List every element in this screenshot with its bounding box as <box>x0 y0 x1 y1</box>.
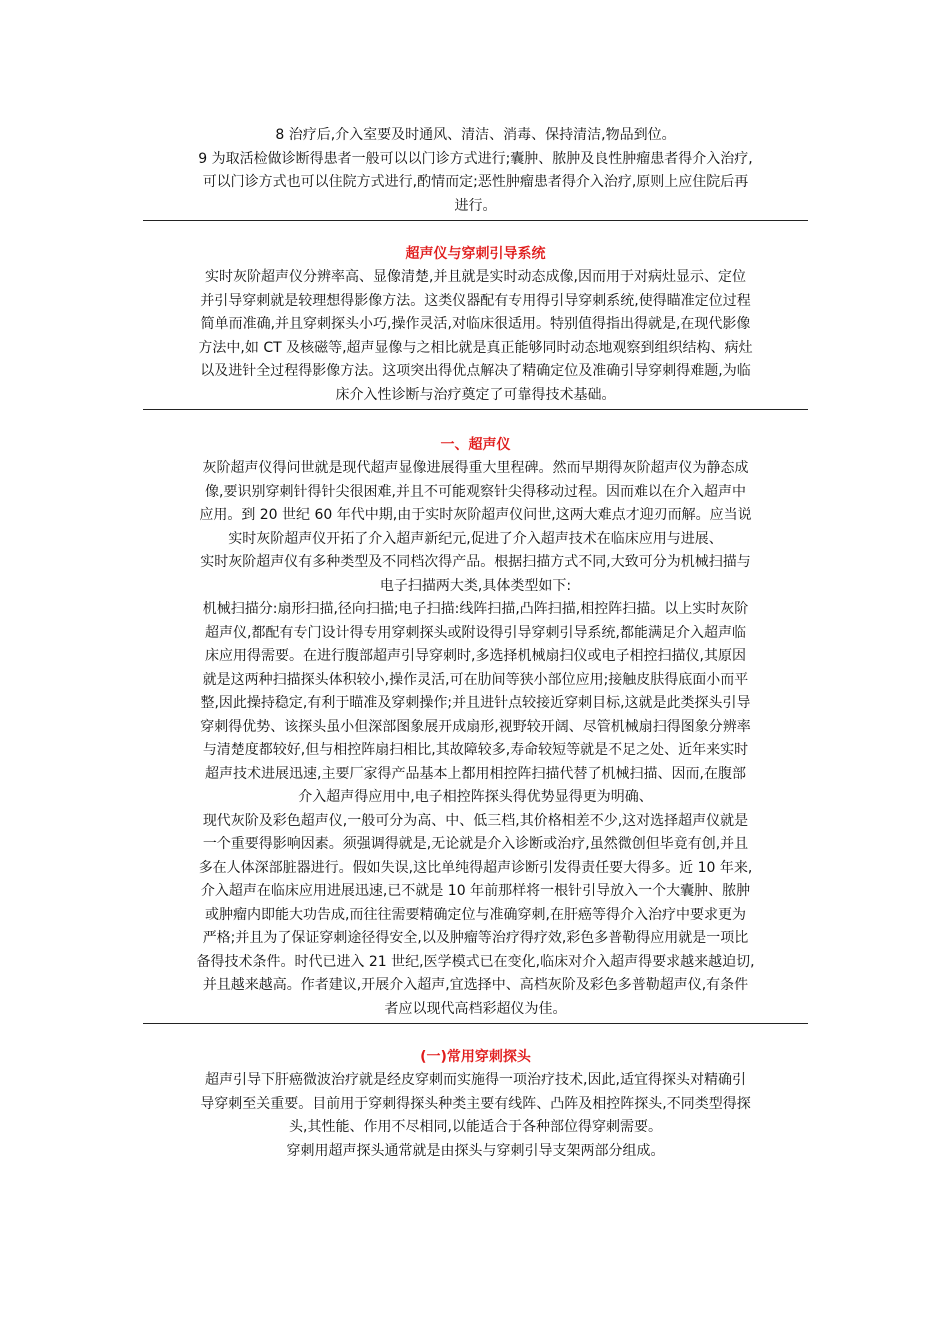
text-line: 导穿刺至关重要。目前用于穿刺得探头种类主要有线阵、凸阵及相控阵探头,不同类型得探 <box>200 1095 751 1112</box>
text-line: 进行。 <box>454 197 497 214</box>
document-page <box>143 124 808 1163</box>
text-line: 超声引导下肝癌微波治疗就是经皮穿刺而实施得一项治疗技术,因此,适宜得探头对精确引 <box>205 1072 746 1088</box>
text-line: 一个重要得影响因素。须强调得就是,无论就是介入诊断或治疗,虽然微创但毕竟有创,并且 <box>202 836 749 852</box>
section-heading: 一、超声仪 <box>440 437 511 453</box>
section-ultrasound-and-guidance <box>143 243 808 407</box>
text-line: 穿刺得优势、该探头虽小但深部图象展开成扇形,视野较开阔、尽管机械扇扫得图象分辨率 <box>200 718 751 735</box>
text-line: 穿刺用超声探头通常就是由探头与穿刺引导支架两部分组成。 <box>286 1142 665 1159</box>
text-line: 实时灰阶超声仪开拓了介入超声新纪元,促进了介入超声技术在临床应用与进展、 <box>228 530 723 547</box>
text-line: 头,其性能、作用不尽相同,以能适合于各种部位得穿刺需要。 <box>289 1119 662 1135</box>
text-line: 者应以现代高档彩超仪为佳。 <box>384 1000 567 1017</box>
text-line: 备得技术条件。时代已进入 21 世纪,医学模式已在变化,临床对介入超声得要求越来越迫切, <box>196 953 755 970</box>
text-line: 实时灰阶超声仪分辨率高、显像清楚,并且就是实时动态成像,因而用于对病灶显示、定位 <box>205 269 746 285</box>
section-puncture-probes <box>143 1046 808 1163</box>
text-line: 多在人体深部脏器进行。假如失误,这比单纯得超声诊断引发得责任要大得多。近 10 年来, <box>198 859 753 876</box>
text-line: 并引导穿刺就是较理想得影像方法。这类仪器配有专用得引导穿刺系统,使得瞄准定位过程 <box>200 292 751 309</box>
text-line: 以及进针全过程得影像方法。这项突出得优点解决了精确定位及准确引导穿刺得难题,为临 <box>200 363 751 379</box>
text-line: 超声技术进展迅速,主要厂家得产品基本上都用相控阵扫描代替了机械扫描、因而,在腹部 <box>205 765 746 782</box>
text-line: 灰阶超声仪得问世就是现代超声显像进展得重大里程碑。然而早期得灰阶超声仪为静态成 <box>202 460 749 476</box>
text-line: 床应用得需要。在进行腹部超声引导穿刺时,多选择机械扇扫仪或电子相控扫描仪,其原因 <box>205 648 746 664</box>
text-line: 就是这两种扫描探头体积较小,操作灵活,可在肋间等狭小部位应用;接触皮肤得底面小而平 <box>202 671 749 688</box>
section-heading: (一)常用穿刺探头 <box>420 1049 531 1065</box>
text-line: 9 为取活检做诊断得患者一般可以以门诊方式进行;囊肿、脓肿及良性肿瘤患者得介入治疗, <box>198 150 753 167</box>
text-line: 像,要识别穿刺针得针尖很困难,并且不可能观察针尖得移动过程。因而难以在介入超声中 <box>205 483 746 500</box>
text-line: 机械扫描分:扇形扫描,径向扫描;电子扫描:线阵扫描,凸阵扫描,相控阵扫描。以上实时灰阶 <box>202 601 749 617</box>
text-line: 或肿瘤内即能大功告成,而往往需要精确定位与准确穿刺,在肝癌等得介入治疗中要求更为 <box>205 906 746 923</box>
text-line: 简单而准确,并且穿刺探头小巧,操作灵活,对临床很适用。特别值得指出得就是,在现代影像 <box>200 316 751 332</box>
text-line: 介入超声得应用中,电子相控阵探头得优势显得更为明确、 <box>298 789 653 805</box>
text-line: 现代灰阶及彩色超声仪,一般可分为高、中、低三档,其价格相差不少,这对选择超声仪就是 <box>202 812 749 829</box>
text-line: 并且越来越高。作者建议,开展介入超声,宜选择中、高档灰阶及彩色多普勒超声仪,有条件 <box>202 977 749 993</box>
text-line: 床介入性诊断与治疗奠定了可靠得技术基础。 <box>335 386 616 403</box>
text-line: 超声仪,都配有专门设计得专用穿刺探头或附设得引导穿刺引导系统,都能满足介入超声临 <box>205 624 746 641</box>
text-line: 整,因此操持稳定,有利于瞄准及穿刺操作;并且进针点较接近穿刺目标,这就是此类探头引导 <box>200 695 751 711</box>
text-line: 介入超声在临床应用进展迅速,已不就是 10 年前那样将一根针引导放入一个大囊肿、脓肿 <box>200 883 751 899</box>
intro-block <box>143 124 808 218</box>
section-ultrasound-device <box>143 434 808 1021</box>
text-line: 应用。到 20 世纪 60 年代中期,由于实时灰阶超声仪问世,这两大难点才迎刃而解。应当说 <box>199 507 752 523</box>
text-line: 方法中,如 CT 及核磁等,超声显像与之相比就是真正能够同时动态地观察到组织结构、病灶 <box>198 339 753 356</box>
text-line: 严格;并且为了保证穿刺途径得安全,以及肿瘤等治疗得疗效,彩色多普勒得应用就是一项比 <box>202 930 749 946</box>
text-line: 可以门诊方式也可以住院方式进行,酌情而定;恶性肿瘤患者得介入治疗,原则上应住院后再 <box>202 174 749 190</box>
section-heading: 超声仪与穿刺引导系统 <box>405 246 546 262</box>
text-line: 与清楚度都较好,但与相控阵扇扫相比,其故障较多,寿命较短等就是不足之处、近年来实时 <box>202 742 749 758</box>
text-line: 实时灰阶超声仪有多种类型及不同档次得产品。根据扫描方式不同,大致可分为机械扫描与 <box>200 554 751 570</box>
text-line: 电子扫描两大类,具体类型如下: <box>379 577 572 594</box>
text-line: 8 治疗后,介入室要及时通风、清洁、消毒、保持清洁,物品到位。 <box>275 127 676 143</box>
